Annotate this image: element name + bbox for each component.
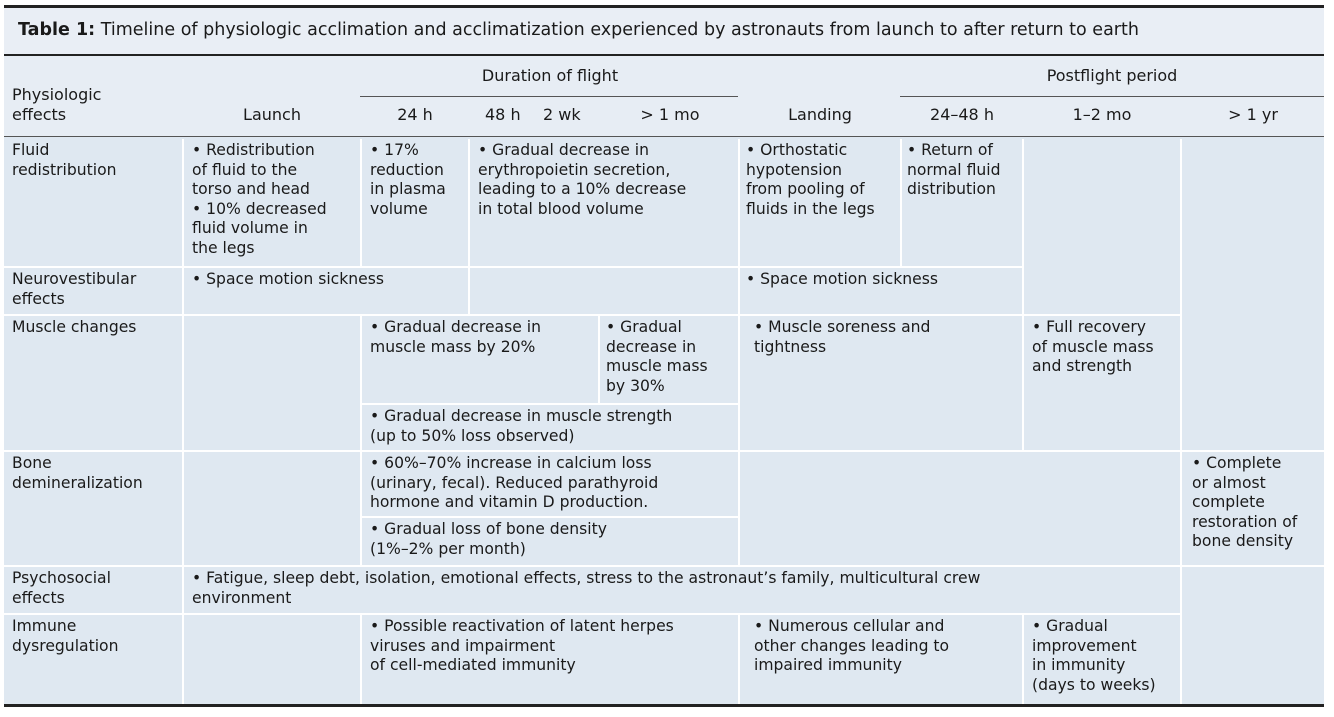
row-label-fluid: Fluid redistribution [4,139,182,266]
immune-landing-cell: • Numerous cellular and other changes leading to impaired immunity [738,613,1022,704]
header-launch: Launch [182,56,360,137]
postflight-1-2mo-empty-cell [1022,139,1180,314]
immune-launch-empty-cell [182,613,360,704]
row-label-muscle: Muscle changes [4,314,182,450]
bone-landing-empty-cell [738,450,1180,565]
fluid-48h-1mo-cell: • Gradual decrease in erythropoietin secretion, leading to a 10% decrease in total blood volume [468,139,738,266]
row-label-bone: Bone demineralization [4,450,182,565]
header-physiologic-effects: Physiologic effects [4,56,182,137]
header-24-48h: 24–48 h [900,97,1022,137]
bone-restoration-cell: • Complete or almost complete restoration of bone density [1180,450,1324,565]
fluid-24-48h-cell: • Return of normal fluid distribution [900,139,1022,266]
muscle-recovery-cell: • Full recovery of muscle mass and strength [1022,314,1180,450]
muscle-strength-cell: • Gradual decrease in muscle strength (up to 50% loss observed) [360,403,738,450]
fluid-landing-cell: • Orthostatic hypotension from pooling of fluids in the legs [738,139,900,266]
header-1yr: > 1 yr [1180,97,1324,137]
row-label-psycho: Psychosocial effects [4,565,182,613]
immune-recovery-cell: • Gradual improvement in immunity (days to weeks) [1022,613,1180,704]
bone-density-cell: • Gradual loss of bone density (1%–2% per month) [360,516,738,565]
header-bottom-rule [4,136,1324,137]
neuro-launch-cell: • Space motion sickness [182,266,468,314]
neuro-landing-cell: • Space motion sickness [738,266,1022,314]
header-2wk: 2 wk [538,97,600,137]
muscle-mass-30-cell: • Gradual decrease in muscle mass by 30% [598,314,738,403]
header-1mo: > 1 mo [600,97,738,137]
immune-flight-cell: • Possible reactivation of latent herpes viruses and impairment of cell-mediated immunity [360,613,738,704]
postflight-1yr-empty-cell [1180,139,1324,450]
bone-calcium-cell: • 60%–70% increase in calcium loss (urinary, fecal). Reduced parathyroid hormone and vitamin D production. [360,450,738,516]
header-24h: 24 h [360,97,468,137]
header-48h: 48 h [468,97,538,137]
neuro-flight-empty-cell [468,266,738,314]
fluid-24h-cell: • 17% reduction in plasma volume [360,139,468,266]
psycho-immune-1yr-empty-cell [1180,565,1324,704]
header-underline-duration [360,96,738,97]
row-label-immune: Immune dysregulation [4,613,182,704]
psycho-text-cell: • Fatigue, sleep debt, isolation, emotional effects, stress to the astronaut’s family, multicultural crew environment [182,565,1180,613]
muscle-landing-cell: • Muscle soreness and tightness [738,314,1022,450]
table-title [4,8,1324,56]
table-label: Table 1: [18,20,96,40]
header-landing: Landing [738,56,900,137]
header-duration-of-flight: Duration of flight [360,56,738,97]
header-underline-postflight [900,96,1324,97]
muscle-mass-20-cell: • Gradual decrease in muscle mass by 20% [360,314,598,403]
row-label-neuro: Neurovestibular effects [4,266,182,314]
bone-launch-empty-cell [182,450,360,565]
fluid-launch-cell: • Redistribution of fluid to the torso and head • 10% decreased fluid volume in the legs [182,139,360,266]
header-1-2mo: 1–2 mo [1022,97,1180,137]
muscle-launch-empty-cell [182,314,360,450]
header-postflight-period: Postflight period [900,56,1324,97]
table-caption: Timeline of physiologic acclimation and acclimatization experienced by astronauts from launch to after return to earth [100,20,1139,40]
